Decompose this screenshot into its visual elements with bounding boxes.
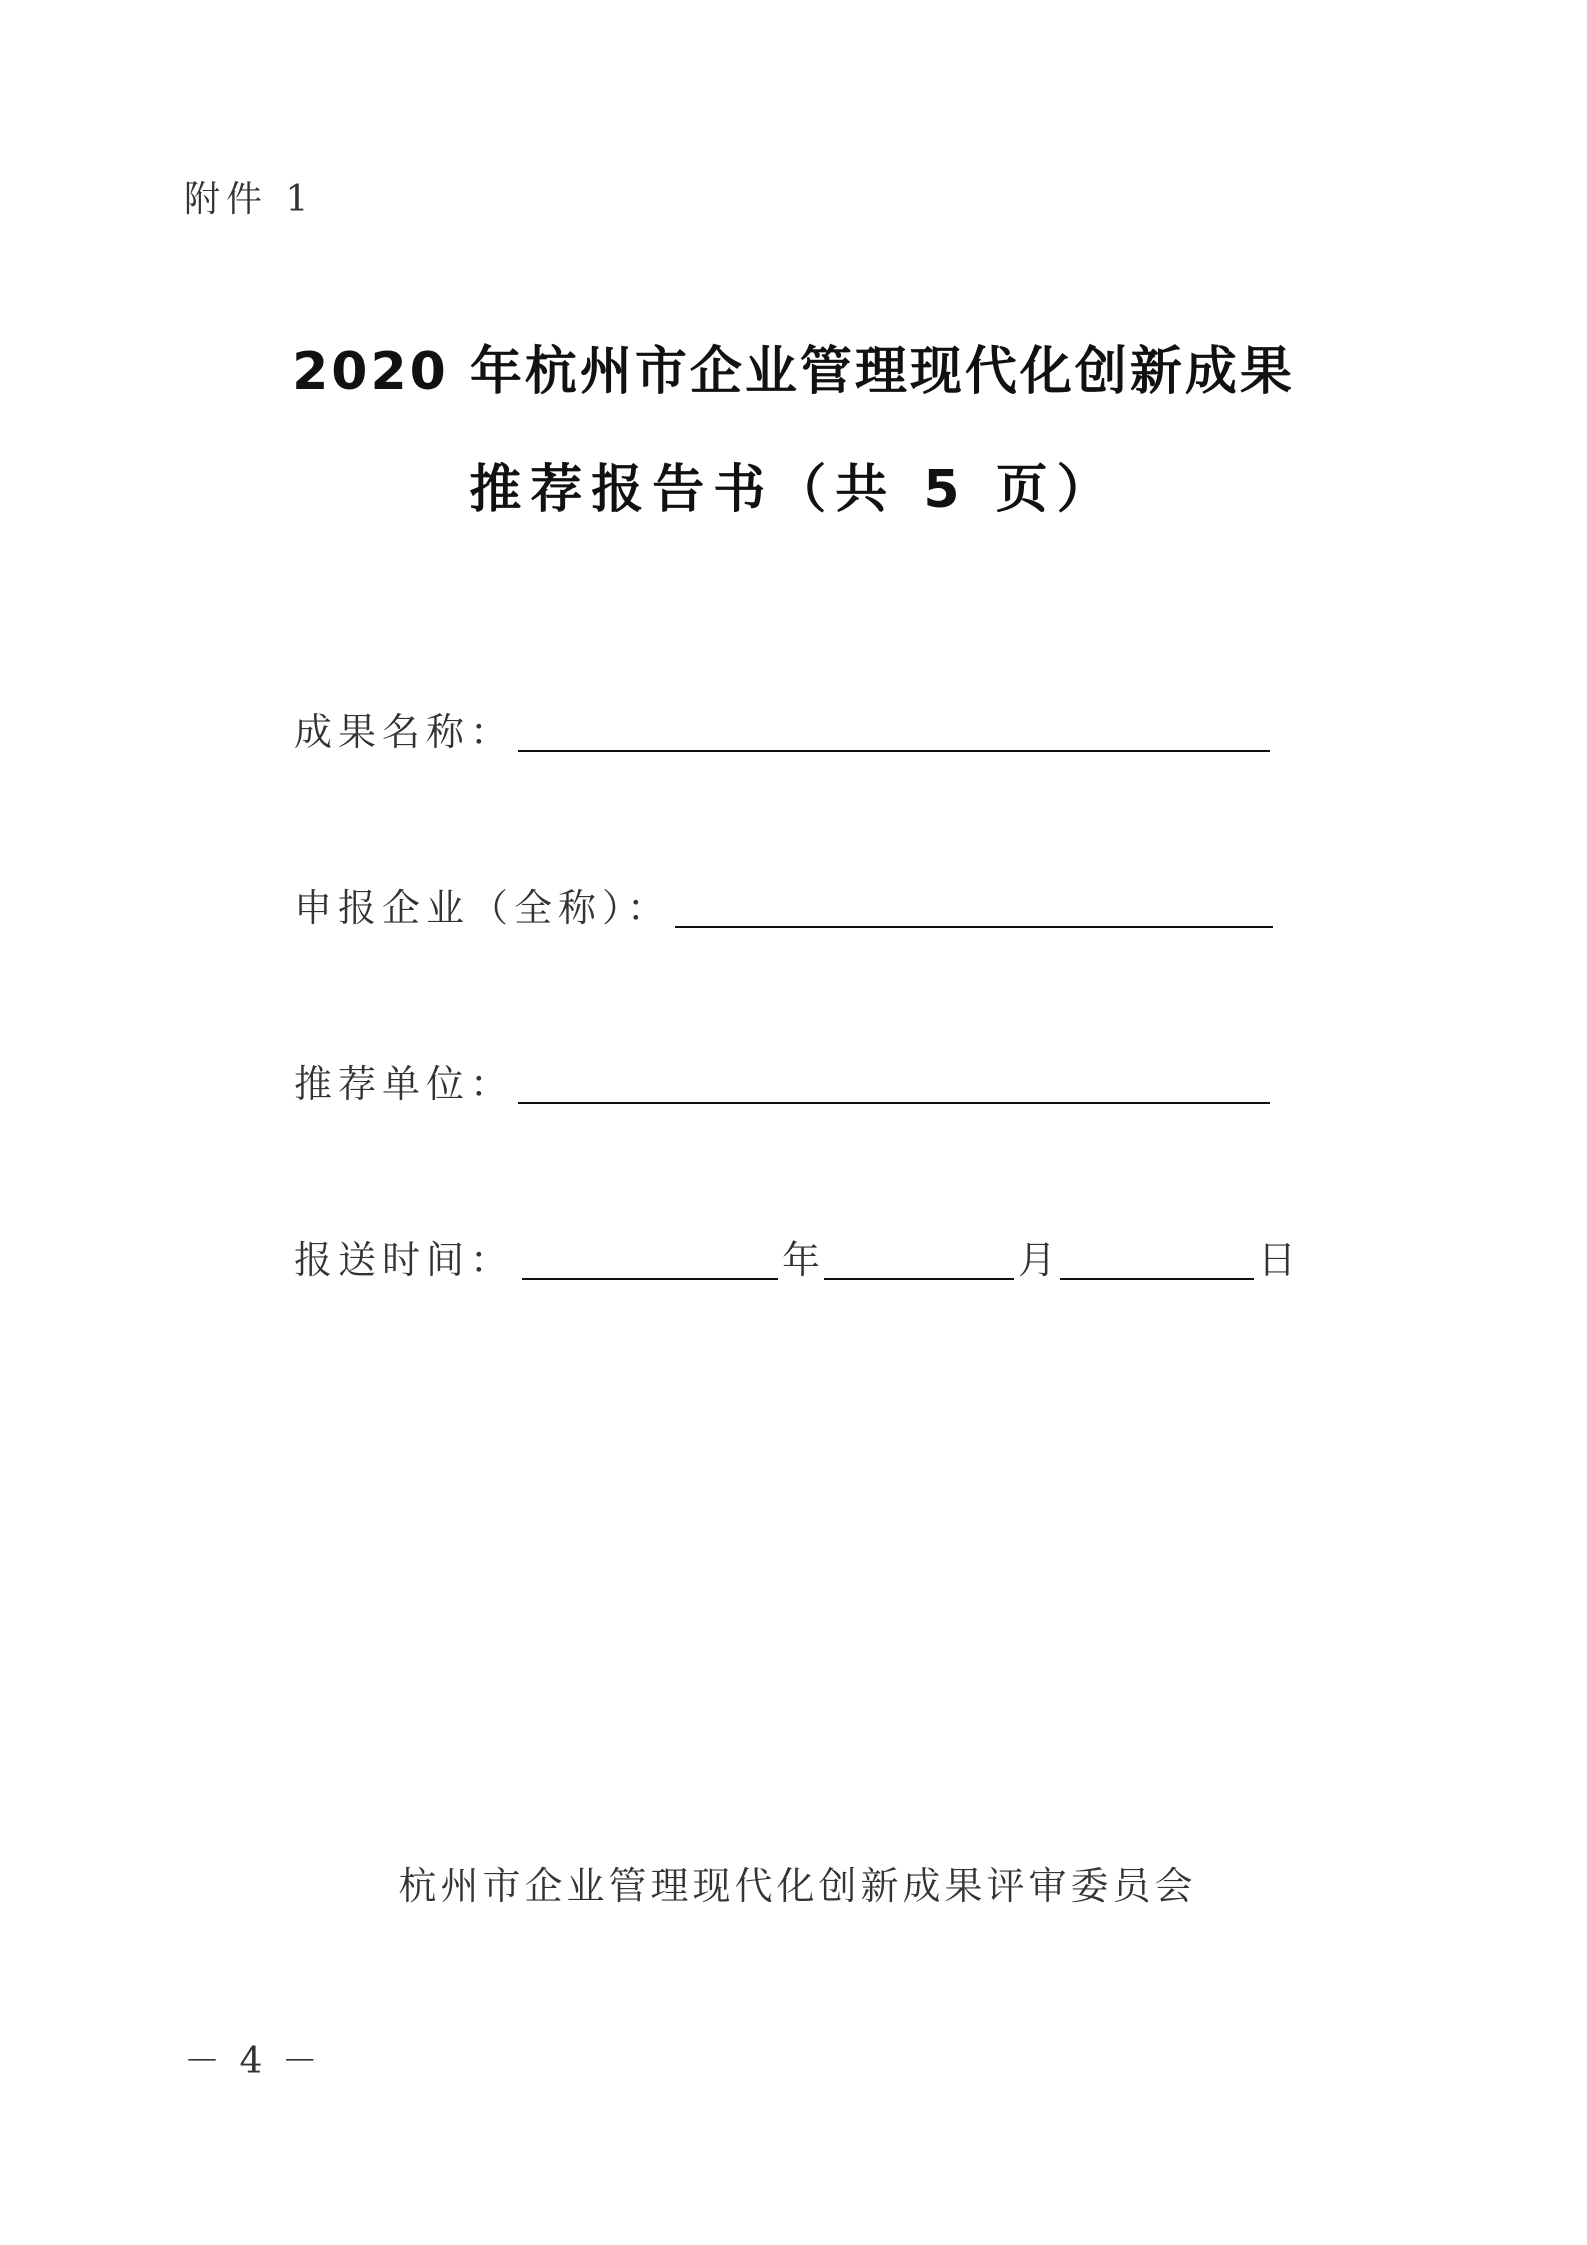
- applicant-company-field: [294, 874, 1273, 934]
- attachment-label: 附件 1: [184, 179, 315, 220]
- day-blank[interactable]: [1060, 1232, 1254, 1280]
- achievement-name-blank[interactable]: [518, 704, 1270, 752]
- year-blank[interactable]: [522, 1232, 778, 1280]
- submission-time-field: [294, 1226, 1300, 1286]
- submission-time-label: 报送时间：: [294, 1238, 515, 1282]
- recommending-unit-blank[interactable]: [518, 1056, 1270, 1104]
- year-unit: 年: [782, 1238, 821, 1282]
- month-unit: 月: [1018, 1238, 1057, 1282]
- document-title-line-2: 推荐报告书（共 5 页）: [469, 460, 1118, 520]
- document-title-line-1: 2020 年杭州市企业管理现代化创新成果: [292, 342, 1295, 402]
- day-unit: 日: [1258, 1238, 1297, 1282]
- applicant-company-blank[interactable]: [675, 880, 1273, 928]
- page-number: － 4 －: [184, 2041, 322, 2082]
- recommending-unit-field: [294, 1050, 1270, 1110]
- achievement-name-label: 成果名称：: [294, 710, 515, 754]
- applicant-company-label: 申报企业（全称）：: [294, 886, 672, 930]
- achievement-name-field: [294, 698, 1270, 758]
- month-blank[interactable]: [824, 1232, 1014, 1280]
- issuing-committee: 杭州市企业管理现代化创新成果评审委员会: [398, 1864, 1197, 1908]
- recommending-unit-label: 推荐单位：: [294, 1062, 515, 1106]
